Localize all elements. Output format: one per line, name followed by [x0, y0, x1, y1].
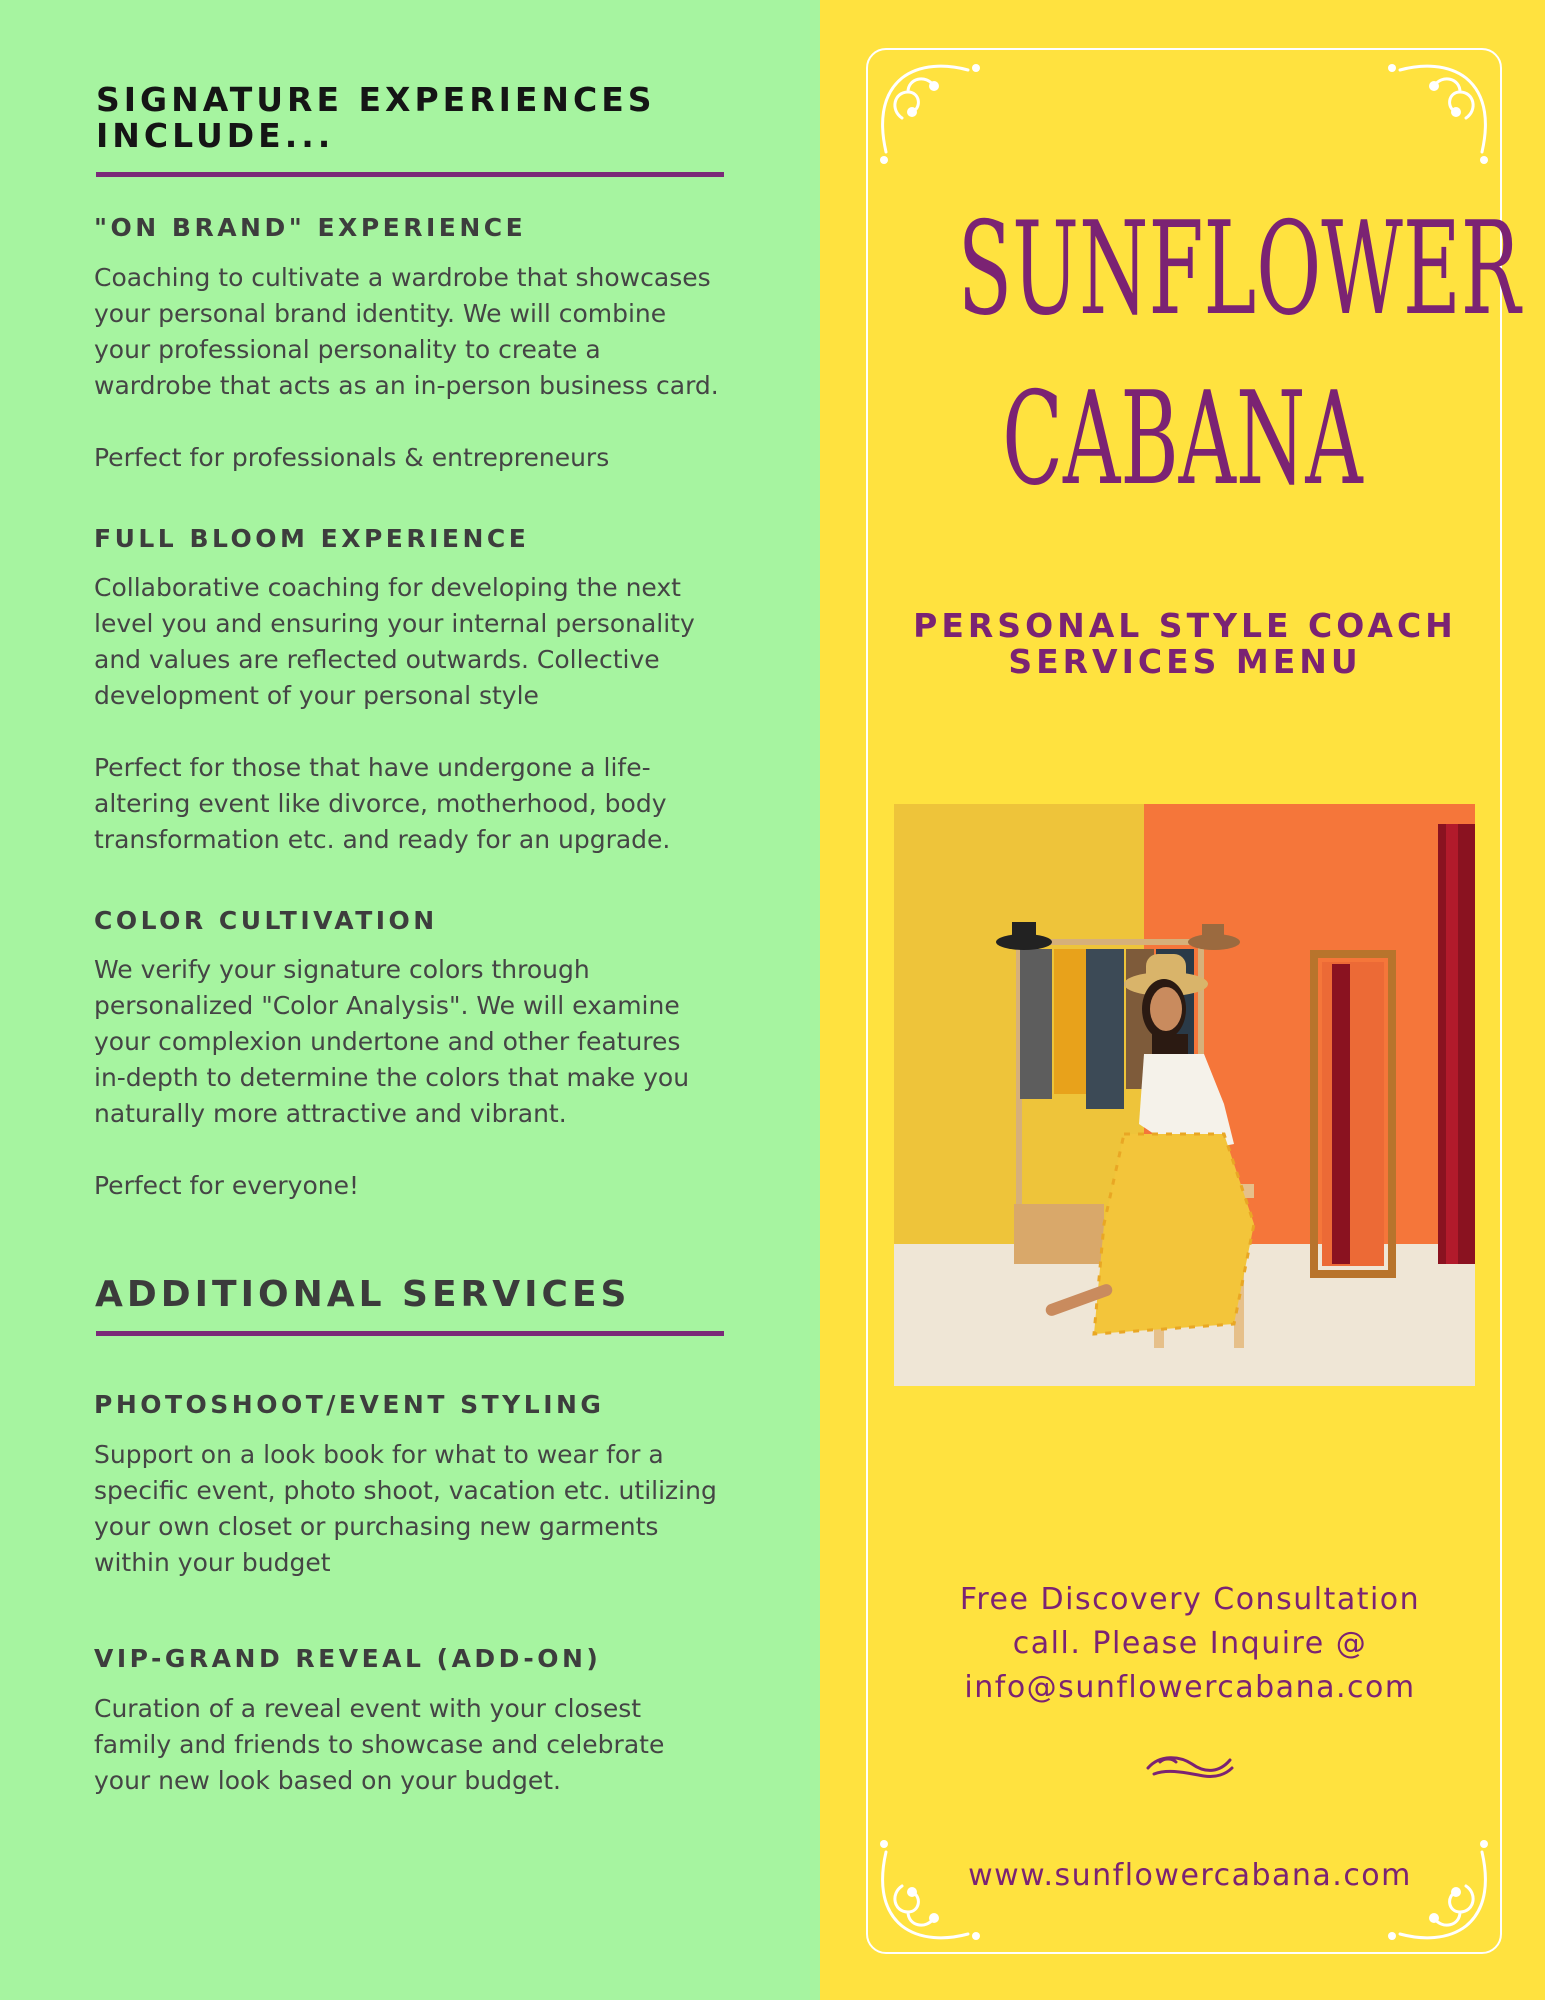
brand-name-line2: CABANA — [1002, 365, 1363, 514]
full-bloom-note-line: altering event like divorce, motherhood, body — [94, 789, 667, 818]
full-bloom-note-line: transformation etc. and ready for an upgrade. — [94, 825, 671, 854]
photoshoot-line: Support on a look book for what to wear for a — [94, 1440, 664, 1469]
flourish-icon — [1140, 1748, 1236, 1784]
corner-ornament-icon — [1386, 56, 1496, 166]
color-cultivation-line: naturally more attractive and vibrant. — [94, 1099, 567, 1128]
full-bloom-description — [94, 570, 734, 714]
on-brand-note: Perfect for professionals & entrepreneurs — [94, 443, 610, 472]
vip-reveal-description — [94, 1691, 734, 1799]
woman-with-clothing-rack-photo — [894, 804, 1475, 1386]
brand-name-line1: SUNFLOWER — [957, 195, 1521, 344]
full-bloom-note-line: Perfect for those that have undergone a life- — [94, 753, 651, 782]
photoshoot-description — [94, 1437, 734, 1581]
brand-subtitle-line1: PERSONAL STYLE COACH — [913, 606, 1457, 645]
on-brand-line: Coaching to cultivate a wardrobe that showcases — [94, 263, 711, 292]
signature-divider — [96, 172, 724, 177]
on-brand-line: wardrobe that acts as an in-person business card. — [94, 371, 719, 400]
full-bloom-line: development of your personal style — [94, 681, 539, 710]
full-bloom-line: level you and ensuring your internal personality — [94, 609, 695, 638]
color-cultivation-title: COLOR CULTIVATION — [94, 906, 438, 935]
color-cultivation-line: We verify your signature colors through — [94, 955, 590, 984]
signature-heading — [96, 82, 656, 154]
on-brand-line: your personal brand identity. We will combine — [94, 299, 667, 328]
on-brand-description — [94, 260, 734, 404]
brand-subtitle-line2: SERVICES MENU — [1008, 642, 1362, 681]
full-bloom-line: Collaborative coaching for developing the next — [94, 573, 681, 602]
photoshoot-line: within your budget — [94, 1548, 331, 1577]
vip-reveal-line: family and friends to showcase and celebrate — [94, 1730, 665, 1759]
vip-reveal-line: your new look based on your budget. — [94, 1766, 561, 1795]
color-cultivation-line: your complexion undertone and other features — [94, 1027, 681, 1056]
color-cultivation-note: Perfect for everyone! — [94, 1171, 360, 1200]
website-link[interactable]: www.sunflowercabana.com — [968, 1858, 1412, 1893]
full-bloom-line: and values are reflected outwards. Collective — [94, 645, 660, 674]
corner-ornament-icon — [872, 56, 982, 166]
on-brand-line: your professional personality to create a — [94, 335, 601, 364]
photoshoot-title: PHOTOSHOOT/EVENT STYLING — [94, 1390, 605, 1419]
color-cultivation-line: personalized "Color Analysis". We will examine — [94, 991, 680, 1020]
consultation-line1: Free Discovery Consultation — [959, 1582, 1421, 1617]
consultation-line2: call. Please Inquire @ — [1012, 1626, 1368, 1661]
brand-subtitle — [880, 608, 1490, 680]
photoshoot-line: specific event, photo shoot, vacation etc. utilizing — [94, 1476, 717, 1505]
hero-photo — [894, 804, 1475, 1386]
full-bloom-title: FULL BLOOM EXPERIENCE — [94, 524, 530, 553]
additional-services-heading: ADDITIONAL SERVICES — [95, 1274, 631, 1315]
on-brand-title: "ON BRAND" EXPERIENCE — [94, 213, 527, 242]
vip-reveal-title: VIP-GRAND REVEAL (ADD-ON) — [94, 1644, 602, 1673]
color-cultivation-line: in-depth to determine the colors that make you — [94, 1063, 690, 1092]
color-cultivation-description — [94, 952, 734, 1132]
contact-email[interactable]: info@sunflowercabana.com — [964, 1670, 1416, 1705]
vip-reveal-line: Curation of a reveal event with your closest — [94, 1694, 642, 1723]
signature-heading-line2: INCLUDE... — [96, 116, 335, 155]
signature-heading-line1: SIGNATURE EXPERIENCES — [96, 80, 656, 119]
consultation-text — [880, 1578, 1500, 1710]
photoshoot-line: your own closet or purchasing new garments — [94, 1512, 659, 1541]
additional-divider — [96, 1331, 724, 1336]
full-bloom-note — [94, 750, 734, 858]
